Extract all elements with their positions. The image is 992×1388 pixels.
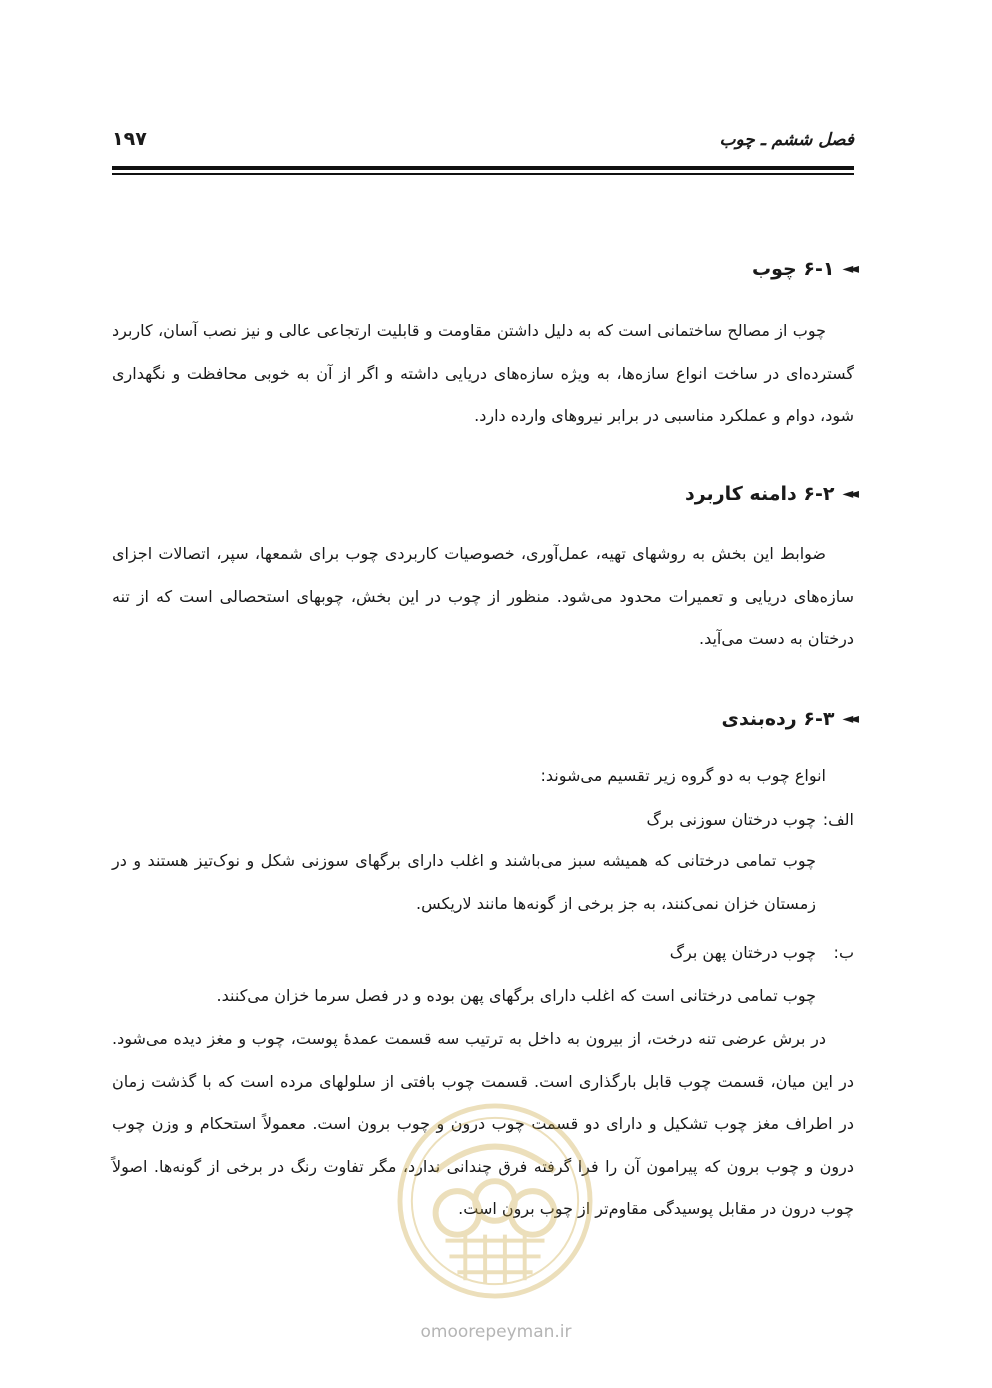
classification-intro: انواع چوب به دو گروه زیر تقسیم می‌شوند: bbox=[540, 766, 826, 785]
section-paragraph: ضوابط این بخش به روشهای تهیه، عمل‌آوری، خصوصیات کاربردی چوب برای شمعها، سپر، اتصالات اجزای سازه‌های دریایی و تعمیرات محدود می‌شود. منظور از چوب در این بخش، چوبهای استحصالی است که از تنه درختان به دست می‌آید. bbox=[112, 544, 854, 648]
double-arrow-icon: ◄◄ bbox=[842, 486, 854, 502]
page-number: ۱۹۷ bbox=[112, 128, 147, 150]
item-a-text: چوب تمامی درختانی که همیشه سبز می‌باشند و اغلب دارای برگهای سوزنی شکل و نوک‌تیز هستند و در زمستان خزان نمی‌کنند، به جز برخی از گونه‌ها مانند لاریکس. bbox=[112, 851, 816, 913]
double-arrow-icon: ◄◄ bbox=[842, 711, 854, 727]
header-rule-thick bbox=[112, 166, 854, 170]
closing-paragraph: در برش عرضی تنه درخت، از بیرون به داخل به ترتیب سه قسمت عمدهٔ پوست، چوب و مغز دیده می‌شود. در این میان، قسمت چوب قابل بارگذاری است. قسمت چوب بافتی از سلولهای مرده است که با گذشت زمان در اطراف مغز چوب تشکیل و دارای دو قسمت چوب درون و چوب برون است. معمولاً استحکام و وزن چوب درون و چوب برون که پیرامون آن را فرا گرفته فرق چندانی ندارد، مگر تفاوت رنگ در برخی از گونه‌ها. اصولاً چوب درون در مقابل پوسیدگی مقاوم‌تر از چوب برون است. bbox=[112, 1029, 854, 1218]
double-arrow-icon: ◄◄ bbox=[842, 261, 854, 277]
section-heading-6-3 bbox=[722, 708, 854, 730]
section-heading-6-1 bbox=[752, 258, 854, 280]
item-a-title: چوب درختان سوزنی برگ bbox=[646, 810, 816, 829]
section-title: ۶-۲ دامنه کاربرد bbox=[684, 483, 835, 505]
watermark-url: omoorepeyman.ir bbox=[420, 1322, 572, 1342]
watermark-seal-icon bbox=[396, 1102, 594, 1300]
item-b-text: چوب تمامی درختانی است که اغلب دارای برگهای پهن بوده و در فصل سرما خزان می‌کنند. bbox=[216, 986, 816, 1005]
section-paragraph: چوب از مصالح ساختمانی است که به دلیل داشتن مقاومت و قابلیت ارتجاعی عالی و نیز نصب آسان، کاربرد گسترده‌ای در ساخت انواع سازه‌ها، به ویژه سازه‌های دریایی داشته و اگر از آن به خوبی محافظت و نگهداری شود، دوام و عملکرد مناسبی در برابر نیروهای وارده دارد. bbox=[112, 321, 854, 425]
chapter-title: فصل ششم ـ چوب bbox=[719, 130, 854, 150]
section-title: ۶-۱ چوب bbox=[752, 258, 835, 280]
item-a-label: الف: bbox=[822, 810, 854, 829]
item-b-label: ب: bbox=[833, 943, 854, 962]
item-b-title: چوب درختان پهن برگ bbox=[669, 943, 816, 962]
header-rule-thin bbox=[112, 173, 854, 175]
section-heading-6-2 bbox=[685, 483, 854, 505]
section-title: ۶-۳ رده‌بندی bbox=[721, 708, 835, 730]
page-header bbox=[112, 128, 854, 158]
